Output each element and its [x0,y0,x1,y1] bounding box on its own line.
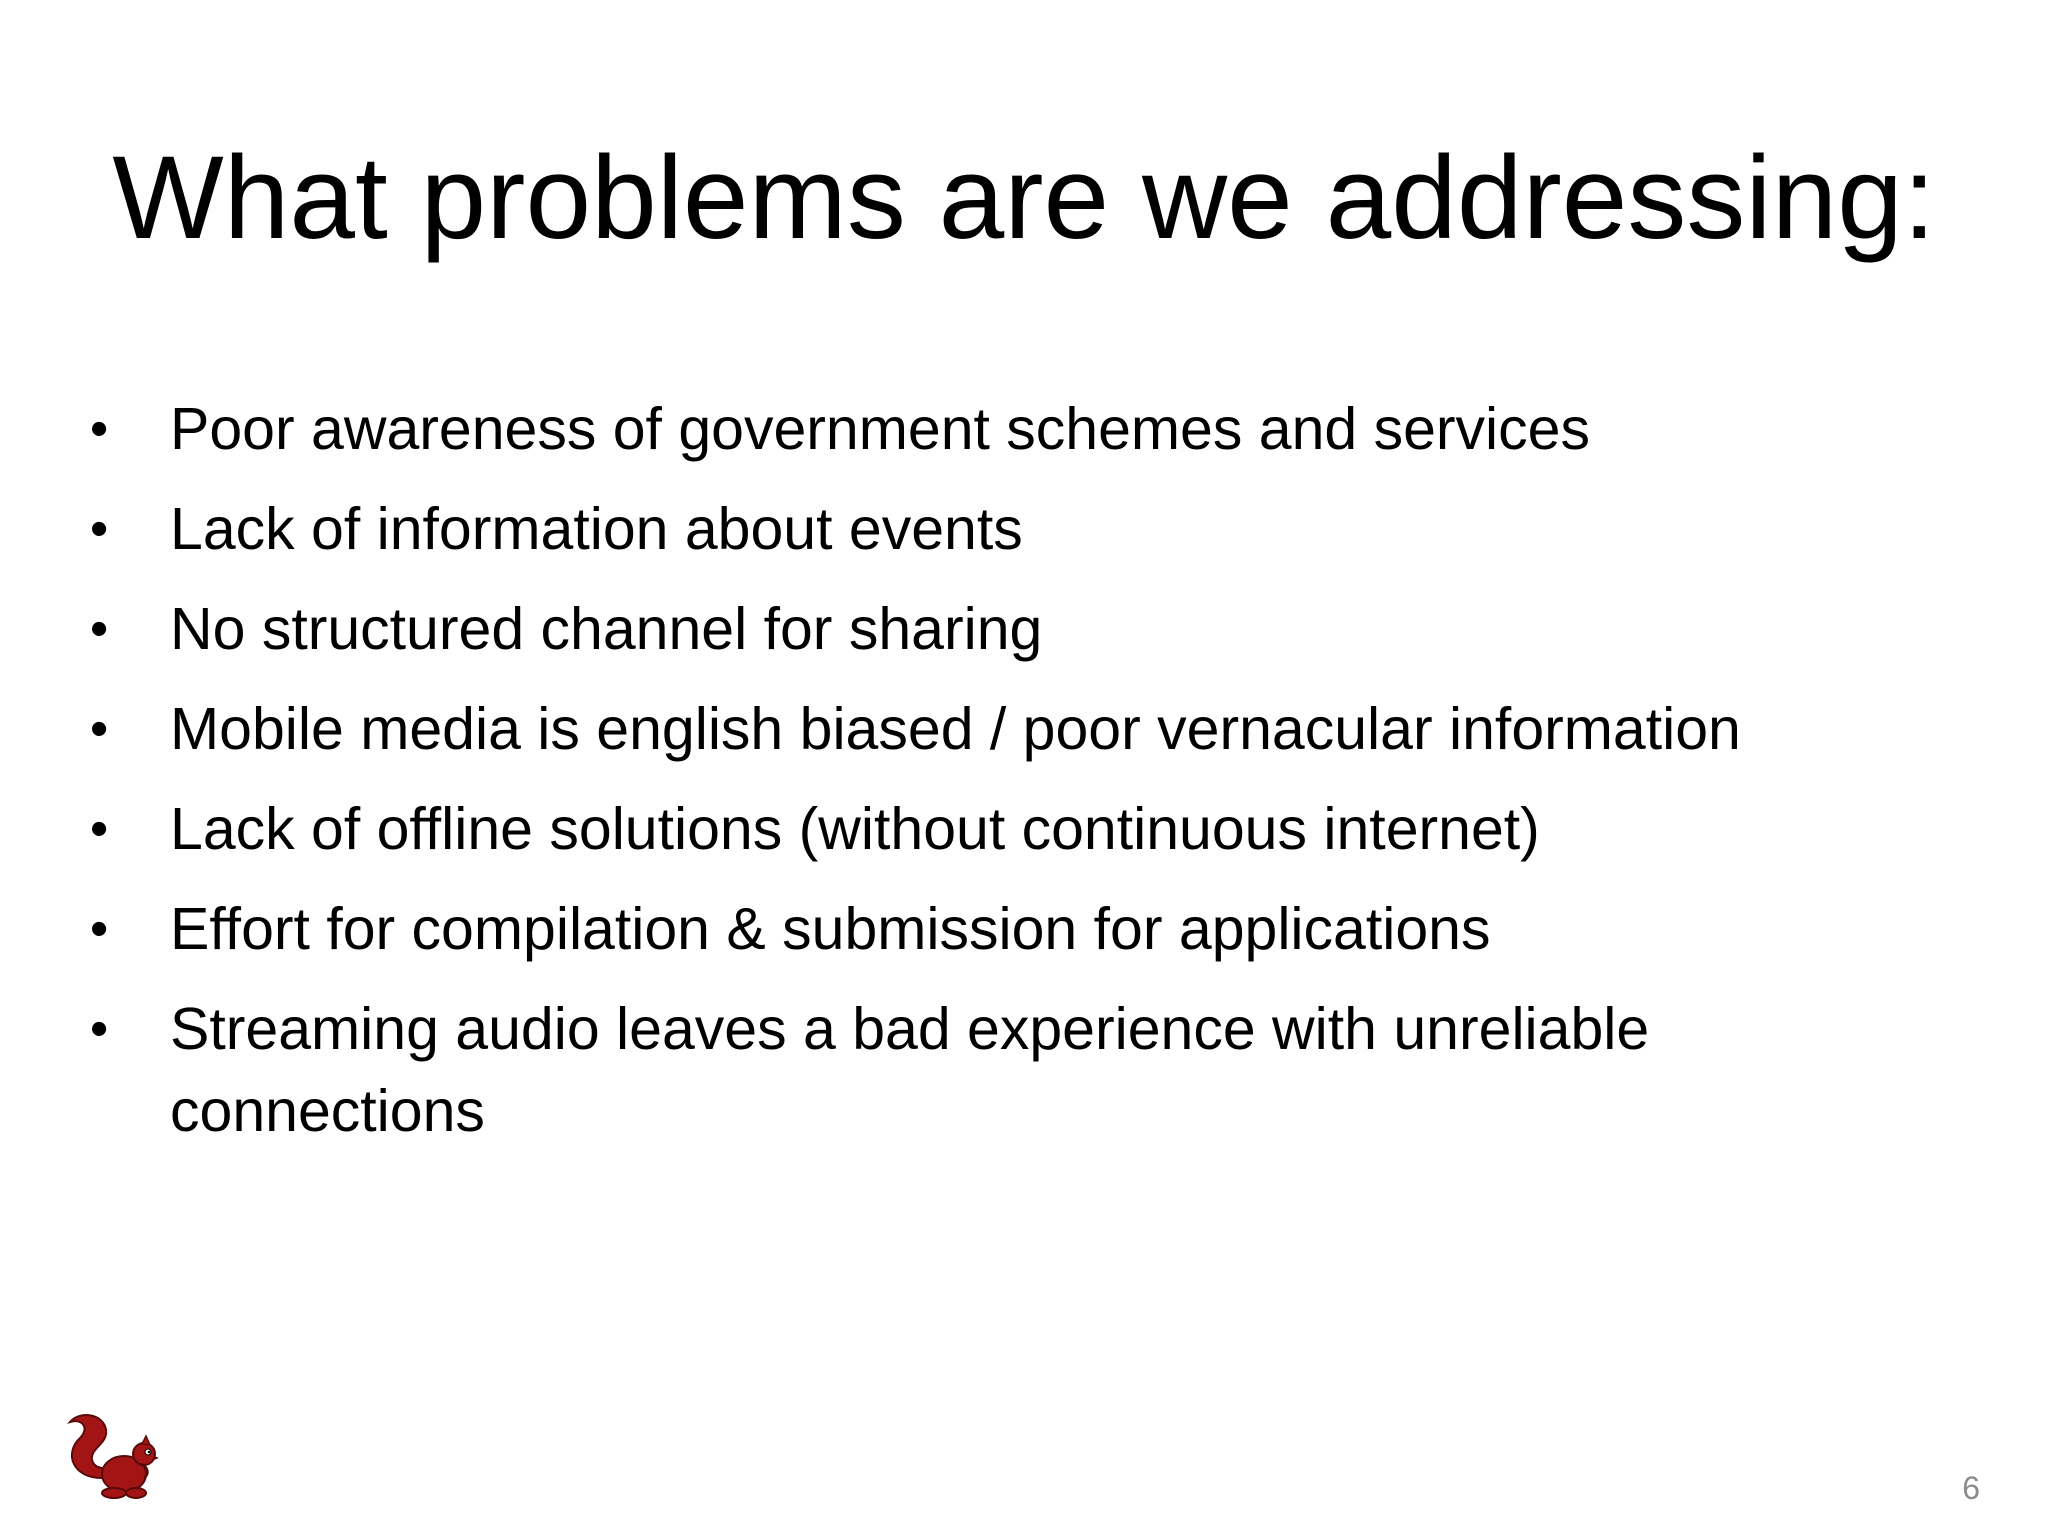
bullet-dot: • [90,1000,109,1058]
bullet-dot: • [90,700,109,758]
squirrel-icon [62,1408,162,1504]
bullet-dot: • [90,500,109,558]
bullet-item [90,388,1930,470]
bullet-text: Poor awareness of government schemes and services [170,396,1590,462]
bullet-item [90,788,1930,870]
bullet-dot: • [90,800,109,858]
bullet-dot: • [90,900,109,958]
bullet-item [90,888,1930,970]
bullet-text: Lack of information about events [170,496,1023,562]
bullet-item [90,488,1930,570]
bullet-text: No structured channel for sharing [170,596,1043,662]
slide-title: What problems are we addressing: [112,132,1936,264]
bullet-text: Effort for compilation & submission for applications [170,896,1491,962]
bullet-item [90,688,1930,770]
bullet-text: Lack of offline solutions (without continuous internet) [170,796,1540,862]
bullet-item [90,588,1930,670]
bullet-text: Mobile media is english biased / poor vernacular information [170,696,1741,762]
bullet-text: Streaming audio leaves a bad experience with unreliable connections [170,996,1650,1144]
bullet-dot: • [90,600,109,658]
bullet-list [90,388,1930,1170]
bullet-dot: • [90,400,109,458]
page-number: 6 [1962,1470,1980,1506]
bullet-item [90,988,1870,1152]
